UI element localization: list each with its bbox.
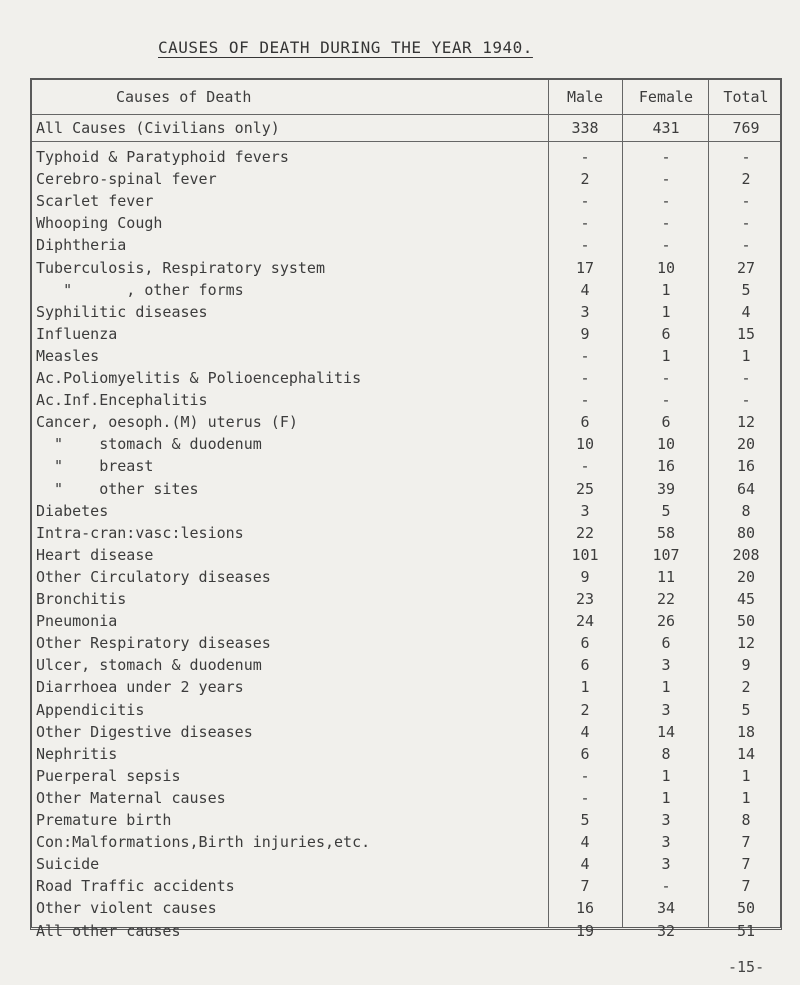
cause-name: Diarrhoea under 2 years: [36, 678, 244, 697]
female-count: 58: [656, 523, 676, 542]
total-count: 64: [736, 479, 756, 498]
total-count: -: [741, 192, 751, 211]
female-count: -: [661, 214, 671, 233]
male-count: 16: [575, 899, 595, 918]
female-count: 10: [656, 258, 676, 277]
female-count: 3: [661, 855, 671, 874]
cause-name: Tuberculosis, Respiratory system: [36, 258, 325, 277]
male-count: 6: [580, 634, 590, 653]
female-count: 6: [661, 634, 671, 653]
female-count: -: [661, 391, 671, 410]
male-count: 22: [575, 523, 595, 542]
header-cause: Causes of Death: [116, 88, 252, 106]
male-count: -: [580, 192, 590, 211]
female-count: 3: [661, 833, 671, 852]
cause-name: Puerperal sepsis: [36, 766, 181, 785]
female-count: 32: [656, 921, 676, 940]
female-count: 8: [661, 744, 671, 763]
cause-name: Intra-cran:vasc:lesions: [36, 523, 244, 542]
male-count: 4: [580, 833, 590, 852]
cause-name: Heart disease: [36, 545, 154, 564]
male-count: 5: [580, 811, 590, 829]
male-count: 23: [575, 590, 595, 608]
cause-name: Other violent causes: [36, 899, 217, 918]
cause-name: Typhoid & Paratyphoid fevers: [36, 148, 289, 166]
female-count: 5: [661, 501, 671, 520]
total-count: 45: [736, 590, 756, 608]
cause-name: Other Maternal causes: [36, 788, 226, 807]
all-causes-divider: [32, 141, 780, 142]
male-count: 9: [580, 567, 590, 586]
cause-name: Ac.Poliomyelitis & Polioencephalitis: [36, 369, 362, 387]
total-count: 8: [741, 501, 751, 520]
cause-name: Cancer, oesoph.(M) uterus (F): [36, 413, 298, 432]
all-causes-label: All Causes (Civilians only): [36, 119, 280, 137]
cause-name: " stomach & duodenum: [36, 435, 262, 454]
male-count: 2: [580, 700, 590, 719]
total-count: 16: [736, 457, 756, 476]
header-male: Male: [566, 88, 604, 106]
total-count: -: [741, 369, 751, 387]
female-count: 14: [656, 722, 676, 741]
total-count: 1: [741, 788, 751, 807]
total-count: 7: [741, 833, 751, 852]
all-causes-total: 769: [732, 119, 760, 137]
cause-name: Whooping Cough: [36, 214, 163, 233]
female-count: 1: [661, 280, 671, 299]
female-count: 1: [661, 678, 671, 697]
male-count: 4: [580, 280, 590, 299]
cause-name: Diphtheria: [36, 236, 127, 255]
male-count: 6: [580, 656, 590, 675]
male-count: -: [580, 148, 590, 166]
female-count: 10: [656, 435, 676, 454]
cause-name: Measles: [36, 346, 100, 365]
column-divider: [622, 80, 623, 927]
cause-name: Nephritis: [36, 744, 118, 763]
female-count: 3: [661, 811, 671, 829]
total-count: 2: [741, 678, 751, 697]
cause-name: " other sites: [36, 479, 199, 498]
male-count: 25: [575, 479, 595, 498]
total-count: 50: [736, 899, 756, 918]
header-total: Total: [723, 88, 769, 106]
male-count: 101: [571, 545, 599, 564]
all-causes-male: 338: [571, 119, 599, 137]
cause-name: Ac.Inf.Encephalitis: [36, 391, 208, 410]
female-count: 22: [656, 590, 676, 608]
cause-name: Other Respiratory diseases: [36, 634, 271, 653]
total-count: 5: [741, 700, 751, 719]
cause-name: Diabetes: [36, 501, 109, 520]
cause-name: Appendicitis: [36, 700, 145, 719]
total-count: 9: [741, 656, 751, 675]
cause-name: " breast: [36, 457, 154, 476]
male-count: 4: [580, 722, 590, 741]
all-causes-female: 431: [652, 119, 680, 137]
female-count: 39: [656, 479, 676, 498]
female-count: 1: [661, 788, 671, 807]
causes-of-death-table: [30, 78, 782, 940]
cause-name: All other causes: [36, 921, 181, 940]
total-count: -: [741, 214, 751, 233]
cause-name: Pneumonia: [36, 612, 118, 631]
total-count: 5: [741, 280, 751, 299]
male-count: 2: [580, 170, 590, 189]
male-count: 6: [580, 744, 590, 763]
male-count: 4: [580, 855, 590, 874]
female-count: -: [661, 877, 671, 896]
female-count: 107: [652, 545, 680, 564]
male-count: -: [580, 788, 590, 807]
female-count: 16: [656, 457, 676, 476]
cause-name: Other Circulatory diseases: [36, 567, 271, 586]
cause-name: Syphilitic diseases: [36, 302, 208, 321]
total-count: 14: [736, 744, 756, 763]
total-count: 18: [736, 722, 756, 741]
page-number: -15-: [728, 958, 765, 976]
female-count: 1: [661, 346, 671, 365]
total-count: 12: [736, 634, 756, 653]
female-count: -: [661, 236, 671, 255]
cause-name: Other Digestive diseases: [36, 722, 253, 741]
male-count: 19: [575, 921, 595, 940]
total-count: 12: [736, 413, 756, 432]
male-count: 7: [580, 877, 590, 896]
male-count: 3: [580, 501, 590, 520]
male-count: -: [580, 391, 590, 410]
header-divider: [32, 114, 780, 115]
total-count: 7: [741, 877, 751, 896]
female-count: 6: [661, 413, 671, 432]
male-count: -: [580, 214, 590, 233]
female-count: 1: [661, 766, 671, 785]
female-count: -: [661, 148, 671, 166]
cause-name: Road Traffic accidents: [36, 877, 235, 896]
female-count: 3: [661, 656, 671, 675]
male-count: -: [580, 236, 590, 255]
cause-name: " , other forms: [36, 280, 244, 299]
total-count: 51: [736, 921, 756, 940]
cause-name: Suicide: [36, 855, 100, 874]
column-divider: [708, 80, 709, 927]
male-count: 24: [575, 612, 595, 631]
female-count: 6: [661, 324, 671, 343]
male-count: -: [580, 346, 590, 365]
male-count: 3: [580, 302, 590, 321]
male-count: 6: [580, 413, 590, 432]
total-count: 1: [741, 346, 751, 365]
female-count: 34: [656, 899, 676, 918]
total-count: -: [741, 391, 751, 410]
total-count: 15: [736, 324, 756, 343]
male-count: 9: [580, 324, 590, 343]
female-count: 11: [656, 567, 676, 586]
male-count: -: [580, 369, 590, 387]
female-count: -: [661, 170, 671, 189]
cause-name: Influenza: [36, 324, 118, 343]
header-female: Female: [638, 88, 694, 106]
total-count: 8: [741, 811, 751, 829]
cause-name: Con:Malformations,Birth injuries,etc.: [36, 833, 371, 852]
total-count: -: [741, 148, 751, 166]
total-count: 1: [741, 766, 751, 785]
cause-name: Scarlet fever: [36, 192, 154, 211]
female-count: 3: [661, 700, 671, 719]
male-count: 10: [575, 435, 595, 454]
female-count: -: [661, 192, 671, 211]
cause-name: Ulcer, stomach & duodenum: [36, 656, 262, 675]
total-count: 208: [732, 545, 760, 564]
total-count: 27: [736, 258, 756, 277]
page-title: CAUSES OF DEATH DURING THE YEAR 1940.: [158, 38, 533, 57]
total-count: 4: [741, 302, 751, 321]
total-count: -: [741, 236, 751, 255]
cause-name: Cerebro-spinal fever: [36, 170, 217, 189]
female-count: 26: [656, 612, 676, 631]
male-count: -: [580, 766, 590, 785]
total-count: 80: [736, 523, 756, 542]
total-count: 20: [736, 567, 756, 586]
female-count: 1: [661, 302, 671, 321]
column-divider: [548, 80, 549, 927]
total-count: 2: [741, 170, 751, 189]
cause-name: Bronchitis: [36, 590, 127, 608]
male-count: -: [580, 457, 590, 476]
male-count: 1: [580, 678, 590, 697]
cause-name: Premature birth: [36, 811, 172, 829]
total-count: 50: [736, 612, 756, 631]
male-count: 17: [575, 258, 595, 277]
total-count: 20: [736, 435, 756, 454]
female-count: -: [661, 369, 671, 387]
total-count: 7: [741, 855, 751, 874]
